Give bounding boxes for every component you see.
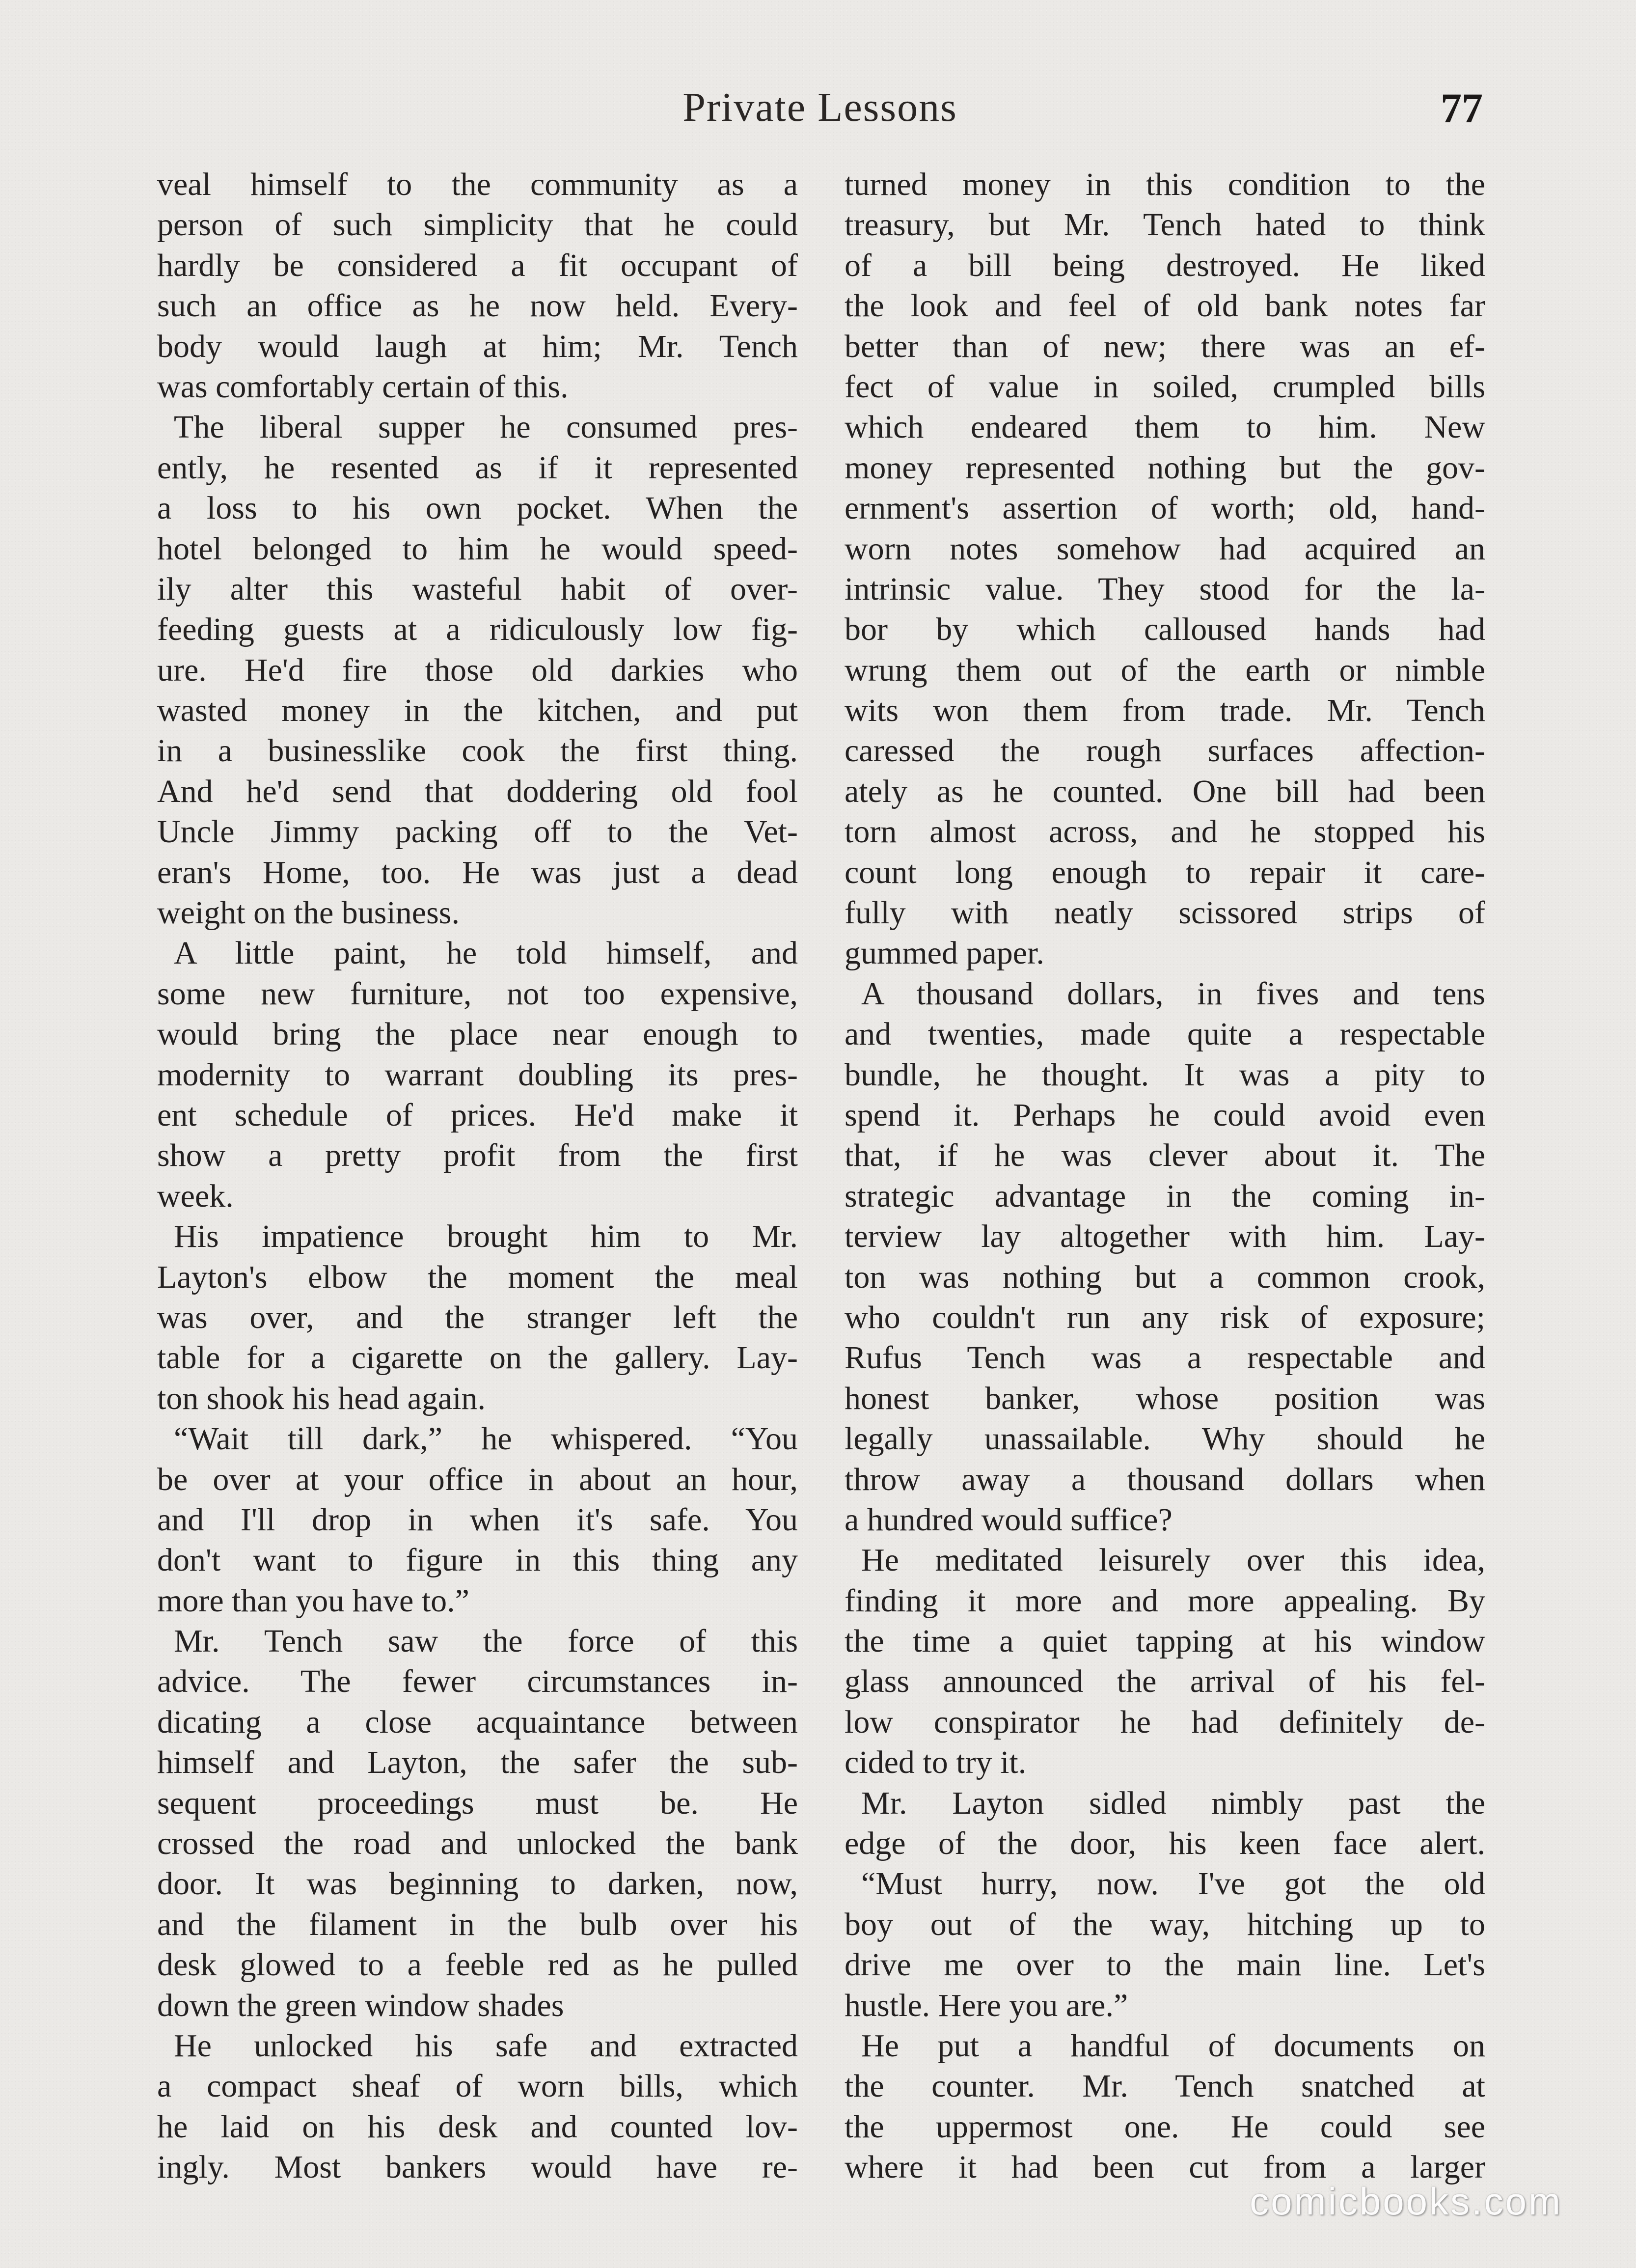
text-line: cided to try it. — [845, 1744, 1027, 1781]
text-line: sequent proceedings must be. He — [157, 1785, 798, 1821]
text-line: be over at your office in about an hour, — [157, 1461, 798, 1497]
text-line: better than of new; there was an ef- — [845, 328, 1485, 364]
running-header — [157, 83, 1483, 142]
text-line: legally unassailable. Why should he — [845, 1421, 1485, 1457]
text-line: glass announced the arrival of his fel- — [845, 1663, 1485, 1700]
text-line: crossed the road and unlocked the bank — [157, 1825, 798, 1862]
text-line: Layton's elbow the moment the meal — [157, 1259, 798, 1295]
text-line: hardly be considered a fit occupant of — [157, 247, 798, 283]
text-line: throw away a thousand dollars when — [845, 1461, 1485, 1497]
text-line: And he'd send that doddering old fool — [157, 773, 798, 809]
text-line: the look and feel of old bank notes far — [845, 288, 1485, 324]
text-line: The liberal supper he consumed pres- — [174, 409, 798, 445]
text-line: modernity to warrant doubling its pres- — [157, 1056, 798, 1093]
text-line: feeding guests at a ridiculously low fig- — [157, 611, 798, 648]
text-line: desk glowed to a feeble red as he pulled — [157, 1947, 798, 1983]
text-line: wasted money in the kitchen, and put — [157, 692, 798, 729]
text-line: he laid on his desk and counted lov- — [157, 2108, 798, 2145]
text-line: ton shook his head again. — [157, 1380, 486, 1416]
text-line: spend it. Perhaps he could avoid even — [845, 1097, 1485, 1133]
running-title: Private Lessons — [682, 84, 957, 130]
watermark: comicbooks.com — [1250, 2180, 1562, 2223]
text-line: advice. The fewer circumstances in- — [157, 1663, 798, 1700]
text-line: drive me over to the main line. Let's — [845, 1947, 1485, 1983]
left-text-column — [157, 165, 798, 2188]
text-line: low conspirator he had definitely de- — [845, 1704, 1485, 1740]
text-line: would bring the place near enough to — [157, 1016, 798, 1052]
text-line: ingly. Most bankers would have re- — [157, 2149, 798, 2185]
page-number: 77 — [1441, 84, 1483, 132]
text-line: finding it more and more appealing. By — [845, 1582, 1485, 1619]
text-line: His impatience brought him to Mr. — [174, 1218, 798, 1255]
text-line: body would laugh at him; Mr. Tench — [157, 328, 798, 364]
text-line: who couldn't run any risk of exposure; — [845, 1299, 1485, 1335]
text-line: bundle, he thought. It was a pity to — [845, 1056, 1485, 1093]
text-line: and I'll drop in when it's safe. You — [157, 1501, 798, 1538]
text-line: more than you have to.” — [157, 1582, 469, 1619]
text-line: Mr. Layton sidled nimbly past the — [861, 1785, 1485, 1821]
text-line: wrung them out of the earth or nimble — [845, 652, 1485, 688]
text-line: weight on the business. — [157, 895, 460, 931]
text-line: table for a cigarette on the gallery. Lay- — [157, 1340, 798, 1376]
text-line: a compact sheaf of worn bills, which — [157, 2068, 798, 2104]
text-line: caressed the rough surfaces affection- — [845, 733, 1485, 769]
text-line: a hundred would suffice? — [845, 1501, 1172, 1538]
text-line: where it had been cut from a larger — [845, 2149, 1485, 2185]
text-line: terview lay altogether with him. Lay- — [845, 1218, 1485, 1255]
text-line: intrinsic value. They stood for the la- — [845, 571, 1485, 607]
text-line: a loss to his own pocket. When the — [157, 490, 798, 526]
text-line: “Wait till dark,” he whispered. “You — [174, 1421, 798, 1457]
text-line: some new furniture, not too expensive, — [157, 975, 798, 1012]
text-line: Mr. Tench saw the force of this — [174, 1623, 798, 1660]
text-line: the uppermost one. He could see — [845, 2108, 1485, 2145]
text-line: ernment's assertion of worth; old, hand- — [845, 490, 1485, 526]
text-line: fully with neatly scissored strips of — [845, 895, 1485, 931]
text-line: dicating a close acquaintance between — [157, 1704, 798, 1740]
text-line: down the green window shades — [157, 1987, 564, 2023]
text-line: and twenties, made quite a respectable — [845, 1016, 1485, 1052]
text-line: He unlocked his safe and extracted — [174, 2027, 798, 2064]
text-line: Rufus Tench was a respectable and — [845, 1340, 1485, 1376]
text-line: week. — [157, 1178, 234, 1214]
text-line: A thousand dollars, in fives and tens — [861, 975, 1485, 1012]
text-line: hustle. Here you are.” — [845, 1987, 1128, 2023]
text-line: himself and Layton, the safer the sub- — [157, 1744, 798, 1781]
text-line: was comfortably certain of this. — [157, 368, 569, 405]
text-line: worn notes somehow had acquired an — [845, 530, 1485, 567]
text-line: don't want to figure in this thing any — [157, 1542, 798, 1578]
text-line: eran's Home, too. He was just a dead — [157, 854, 798, 890]
text-line: that, if he was clever about it. The — [845, 1137, 1485, 1174]
text-line: ily alter this wasteful habit of over- — [157, 571, 798, 607]
text-line: which endeared them to him. New — [845, 409, 1485, 445]
text-line: A little paint, he told himself, and — [174, 935, 798, 971]
text-line: show a pretty profit from the first — [157, 1137, 798, 1174]
text-line: such an office as he now held. Every- — [157, 288, 798, 324]
text-line: hotel belonged to him he would speed- — [157, 530, 798, 567]
text-line: ently, he resented as if it represented — [157, 449, 798, 486]
text-line: turned money in this condition to the — [845, 166, 1485, 202]
text-line: was over, and the stranger left the — [157, 1299, 798, 1335]
text-line: treasury, but Mr. Tench hated to think — [845, 207, 1485, 243]
text-line: and the filament in the bulb over his — [157, 1906, 798, 1942]
text-line: the time a quiet tapping at his window — [845, 1623, 1485, 1660]
text-line: ton was nothing but a common crook, — [845, 1259, 1485, 1295]
text-line: the counter. Mr. Tench snatched at — [845, 2068, 1485, 2104]
text-line: person of such simplicity that he could — [157, 207, 798, 243]
text-line: He put a handful of documents on — [861, 2027, 1485, 2064]
text-line: money represented nothing but the gov- — [845, 449, 1485, 486]
text-line: ately as he counted. One bill had been — [845, 773, 1485, 809]
text-line: gummed paper. — [845, 935, 1044, 971]
text-line: fect of value in soiled, crumpled bills — [845, 368, 1485, 405]
text-line: bor by which calloused hands had — [845, 611, 1485, 648]
text-line: door. It was beginning to darken, now, — [157, 1866, 798, 1902]
right-text-column — [845, 165, 1485, 2188]
text-line: Uncle Jimmy packing off to the Vet- — [157, 814, 798, 850]
text-line: count long enough to repair it care- — [845, 854, 1485, 890]
text-line: edge of the door, his keen face alert. — [845, 1825, 1485, 1862]
text-line: of a bill being destroyed. He liked — [845, 247, 1485, 283]
text-line: in a businesslike cook the first thing. — [157, 733, 798, 769]
text-line: He meditated leisurely over this idea, — [861, 1542, 1485, 1578]
text-line: strategic advantage in the coming in- — [845, 1178, 1485, 1214]
text-line: boy out of the way, hitching up to — [845, 1906, 1485, 1942]
text-line: torn almost across, and he stopped his — [845, 814, 1485, 850]
text-line: wits won them from trade. Mr. Tench — [845, 692, 1485, 729]
text-line: “Must hurry, now. I've got the old — [861, 1866, 1485, 1902]
text-line: ure. He'd fire those old darkies who — [157, 652, 798, 688]
text-line: honest banker, whose position was — [845, 1380, 1485, 1416]
text-line: ent schedule of prices. He'd make it — [157, 1097, 798, 1133]
text-line: veal himself to the community as a — [157, 166, 798, 202]
